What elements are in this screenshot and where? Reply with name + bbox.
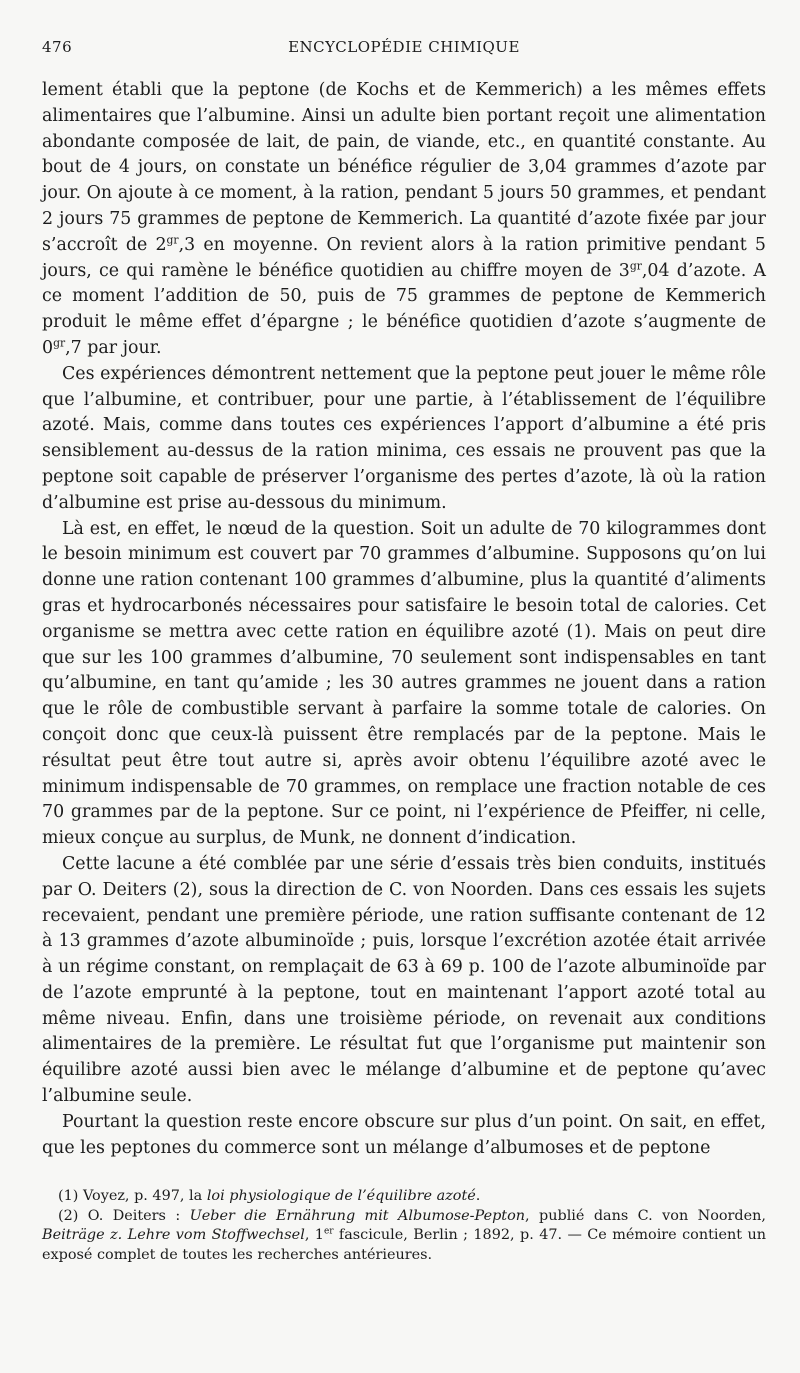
paragraph-3: Là est, en effet, le nœud de la question. Soit un adulte de 70 kilogrammes dont le besoin minimum est couvert par 70 grammes d’albumine. Supposons qu’on lui donne une ration contenant 100 grammes d’albumine, plus la quantité d’aliments gras et hydrocarbonés nécessaires pour satisfaire le besoin total de calories. Cet organisme se mettra avec cette ration en équilibre azoté (1). Mais on peut dire que sur les 100 grammes d’albumine, 70 seulement sont indispensables en tant qu’albumine, en tant qu’amide ; les 30 autres grammes ne jouent dans a ration que le rôle de combustible servant à parfaire la somme totale de calories. On conçoit donc que ceux-là puissent être remplacés par de la peptone. Mais le résultat peut être tout autre si, après avoir obtenu l’équilibre azoté avec le minimum indispensable de 70 grammes, on remplace une fraction notable de ces 70 grammes par de la peptone. Sur ce point, ni l’expérience de Pfeiffer, ni celle, mieux conçue au surplus, de Munk, ne donnent d’indication.: [42, 518, 766, 849]
footnotes: [42, 1187, 766, 1265]
paragraph-2: Ces expériences démontrent nettement que la peptone peut jouer le même rôle que l’albumine, et contribuer, pour une partie, à l’établissement de l’équilibre azoté. Mais, comme dans toutes ces expériences l’apport d’albumine a été pris sensiblement au-dessus de la ration minima, ces essais ne prouvent pas que la peptone soit capable de préserver l’organisme des pertes d’azote, là où la ration d’albumine est prise au-dessous du minimum.: [42, 363, 766, 513]
book-page: [42, 0, 766, 1265]
page-header: [42, 38, 766, 78]
paragraph-1: lement établi que la peptone (de Kochs et de Kemmerich) a les mêmes effets alimentaires que l’albumine. Ainsi un adulte bien portant reçoit une alimentation abondante composée de lait, de pain, de viande, etc., en quantité constante. Au bout de 4 jours, on constate un bénéfice régulier de 3,04 grammes d’azote par jour. On ajoute à ce moment, à la ration, pendant 5 jours 50 grammes, et pendant 2 jours 75 grammes de peptone de Kemmerich. La quantité d’azote fixée par jour s’accroît de $2^{gr},3$ en moyenne. On revient alors à la ration primitive pendant 5 jours, ce qui ramène le bénéfice quotidien au chiffre moyen de $3^{gr},04$ d’azote. A ce moment l’addition de 50, puis de 75 grammes de peptone de Kemmerich produit le même effet d’épargne ; le bénéfice quotidien d’azote s’augmente de $0^{gr},7$ par jour.: [42, 80, 766, 358]
paragraph-5: Pourtant la question reste encore obscure sur plus d’un point. On sait, en effet, que les peptones du commerce sont un mélange d’albumoses et de peptone: [42, 1111, 766, 1158]
footnote-2: (2) O. Deiters : Ueber die Ernährung mit Albumose-Pepton, publié dans C. von Noorden, Beiträge z. Lehre vom Stoffwechsel, 1er fascicule, Berlin ; 1892, p. 47. — Ce mémoire contient un exposé complet de toutes les recherches antérieures.: [42, 1207, 767, 1263]
page-number: 476: [42, 38, 73, 56]
paragraph-4: Cette lacune a été comblée par une série d’essais très bien conduits, institués par O. Deiters (2), sous la direction de C. von Noorden. Dans ces essais les sujets recevaient, pendant une première période, une ration suffisante contenant de 12 à 13 grammes d’azote albuminoïde ; puis, lorsque l’excrétion azotée était arrivée à un régime constant, on remplaçait de 63 à 69 p. 100 de l’azote albuminoïde par de l’azote emprunté à la peptone, tout en maintenant l’apport azoté total au même niveau. Enfin, dans une troisième période, on revenait aux conditions alimentaires de la première. Le résultat fut que l’organisme put maintenir son équilibre azoté aussi bien avec le mélange d’albumine et de peptone qu’avec l’albumine seule.: [42, 853, 766, 1107]
body-text: [42, 78, 766, 1161]
footnote-1: (1) Voyez, p. 497, la loi physiologique de l’équilibre azoté.: [58, 1188, 481, 1205]
running-title: ENCYCLOPÉDIE CHIMIQUE: [288, 38, 520, 56]
